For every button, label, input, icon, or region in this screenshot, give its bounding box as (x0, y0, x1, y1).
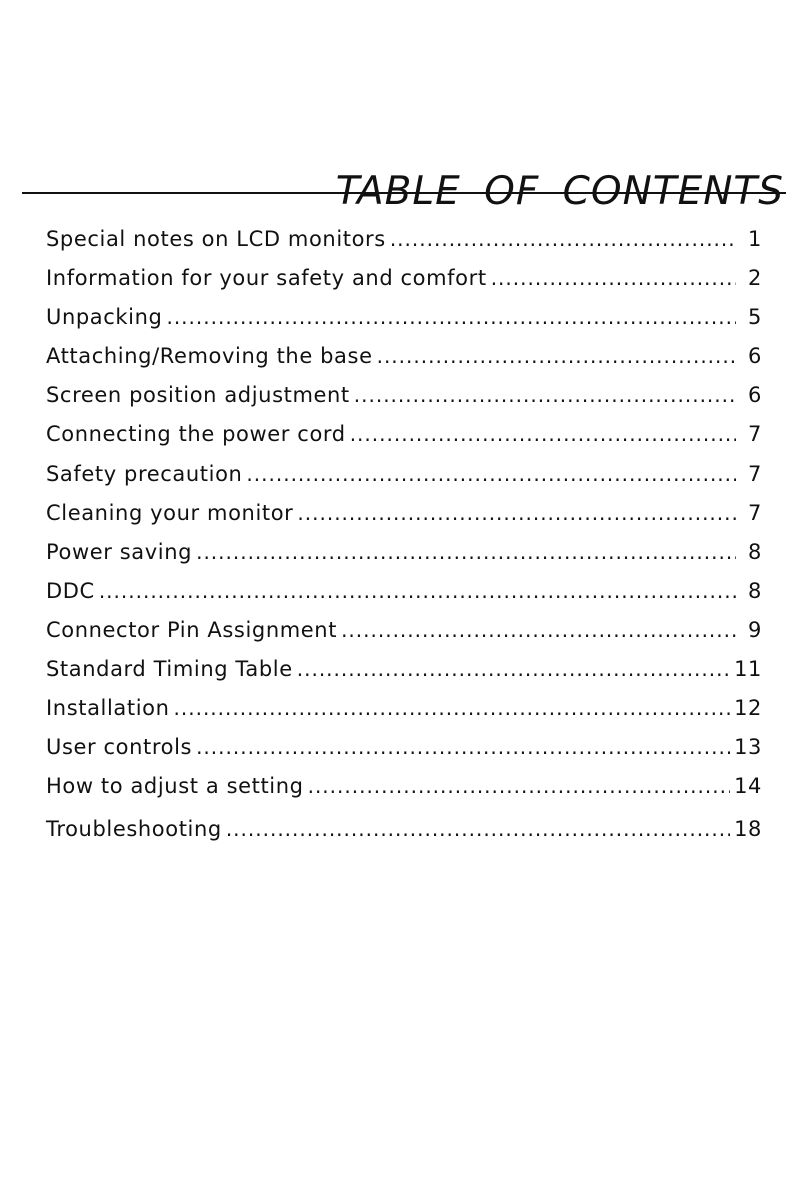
toc-entry-title: Installation (46, 696, 170, 721)
toc-entry-title: Connecting the power cord (46, 422, 346, 447)
toc-entry (46, 383, 762, 422)
toc-entry-page: 7 (748, 422, 762, 447)
toc-dot-leader (297, 501, 736, 525)
toc-entry (46, 344, 762, 383)
toc-entry-title: Attaching/Removing the base (46, 344, 373, 369)
toc-entry-title: Screen position adjustment (46, 383, 350, 408)
toc-entry-title: Safety precaution (46, 461, 243, 486)
toc-entry (46, 735, 762, 774)
toc-entry-title: Unpacking (46, 305, 163, 330)
toc-entry-page: 6 (748, 344, 762, 369)
toc-dot-leader (377, 344, 736, 368)
toc-entry-title: Troubleshooting (46, 817, 222, 842)
toc-entry-title: Special notes on LCD monitors (46, 227, 386, 251)
toc-entry (46, 618, 762, 657)
toc-entry-page: 7 (748, 461, 762, 486)
toc-entry-page: 1 (748, 227, 762, 251)
toc-dot-leader (174, 696, 731, 720)
toc-entry (46, 305, 762, 344)
toc-entry (46, 579, 762, 618)
page-title: TABLE OF CONTENTS (335, 169, 784, 215)
toc-entry-title: Power saving (46, 539, 193, 564)
toc-entry-page: 13 (734, 735, 762, 760)
toc-dot-leader (246, 462, 736, 486)
toc-entry-title: How to adjust a setting (46, 774, 304, 799)
toc-entry-title: Cleaning your monitor (46, 500, 294, 525)
toc-entry-page: 9 (748, 617, 762, 642)
toc-dot-leader (196, 540, 736, 564)
toc-entry-page: 12 (734, 696, 762, 721)
toc-dot-leader (196, 735, 730, 759)
toc-entry-page: 14 (734, 774, 762, 799)
toc-entry-page: 5 (748, 305, 762, 330)
toc-entry-page: 18 (734, 817, 762, 842)
toc-dot-leader (166, 305, 736, 329)
toc-entry-page: 8 (748, 578, 762, 603)
toc-entry (46, 817, 762, 856)
title-divider (22, 192, 786, 194)
toc-entry-page: 7 (748, 500, 762, 525)
toc-entry (46, 462, 762, 501)
toc-entry (46, 696, 762, 735)
toc-dot-leader (354, 383, 736, 407)
toc-entry (46, 540, 762, 579)
toc-entry (46, 501, 762, 540)
toc-entry-page: 2 (748, 266, 762, 291)
toc-entry (46, 774, 762, 813)
toc-entry-title: Standard Timing Table (46, 657, 293, 682)
toc-entry (46, 266, 762, 305)
toc-entry-title: Connector Pin Assignment (46, 617, 338, 642)
toc-dot-leader (341, 618, 736, 642)
toc-entry-title: DDC (46, 578, 95, 603)
toc-entry-title: User controls (46, 735, 193, 760)
toc-dot-leader (226, 817, 730, 841)
toc-entry-page: 6 (748, 383, 762, 408)
toc-entry-page: 8 (748, 539, 762, 564)
toc-dot-leader (491, 266, 736, 290)
toc-entry-title: Information for your safety and comfort (46, 266, 487, 291)
toc-entry (46, 227, 762, 266)
toc-entry (46, 657, 762, 696)
toc-entry (46, 422, 762, 461)
toc-dot-leader (350, 422, 736, 446)
toc-dot-leader (390, 227, 736, 251)
toc-list (46, 227, 762, 857)
toc-dot-leader (308, 774, 730, 798)
toc-dot-leader (297, 657, 730, 681)
toc-entry-page: 11 (734, 657, 762, 682)
toc-dot-leader (99, 579, 736, 603)
